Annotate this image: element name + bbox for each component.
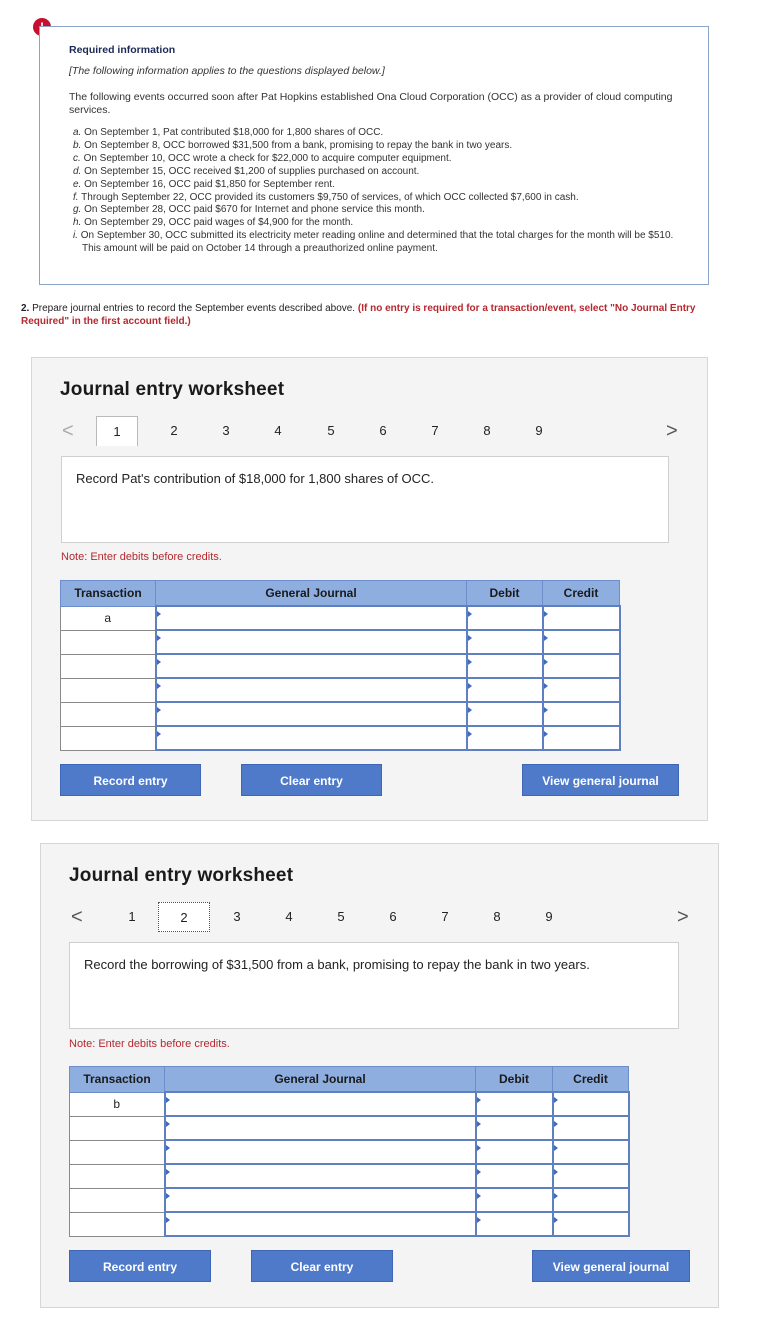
event-item: h. On September 29, OCC paid wages of $4,900 for the month. bbox=[73, 217, 354, 229]
journal-worksheet-1 bbox=[31, 357, 708, 821]
event-item: c. On September 10, OCC wrote a check for $22,000 to acquire computer equipment. bbox=[73, 152, 452, 164]
tab-8[interactable]: 8 bbox=[493, 909, 501, 924]
table-row bbox=[61, 654, 620, 678]
account-input[interactable] bbox=[156, 654, 467, 678]
table-row bbox=[61, 630, 620, 654]
credit-input[interactable] bbox=[543, 702, 620, 726]
debit-input[interactable] bbox=[467, 654, 543, 678]
transaction-cell: a bbox=[61, 606, 156, 630]
account-input[interactable] bbox=[165, 1212, 476, 1236]
transaction-cell bbox=[61, 702, 156, 726]
account-input[interactable] bbox=[165, 1092, 476, 1116]
note-text: Note: Enter debits before credits. bbox=[69, 1038, 230, 1050]
table-row bbox=[61, 702, 620, 726]
info-title: Required information bbox=[69, 44, 176, 56]
view-general-journal-button[interactable]: View general journal bbox=[522, 764, 679, 796]
tab-1[interactable]: 1 bbox=[96, 416, 138, 446]
info-subtitle: [The following information applies to the questions displayed below.] bbox=[69, 65, 385, 77]
account-input[interactable] bbox=[156, 702, 467, 726]
table-row bbox=[70, 1116, 629, 1140]
account-input[interactable] bbox=[165, 1164, 476, 1188]
transaction-cell bbox=[61, 726, 156, 750]
transaction-cell bbox=[70, 1116, 165, 1140]
debit-header: Debit bbox=[467, 581, 543, 607]
tab-5[interactable]: 5 bbox=[337, 909, 345, 924]
transaction-cell bbox=[70, 1188, 165, 1212]
tab-9[interactable]: 9 bbox=[545, 909, 553, 924]
debit-input[interactable] bbox=[476, 1092, 553, 1116]
table-row bbox=[70, 1188, 629, 1212]
table-row bbox=[61, 726, 620, 750]
next-arrow-icon[interactable]: > bbox=[666, 420, 678, 442]
account-input[interactable] bbox=[165, 1116, 476, 1140]
tab-2[interactable]: 2 bbox=[170, 423, 178, 438]
credit-input[interactable] bbox=[543, 678, 620, 702]
prompt-text: Record the borrowing of $31,500 from a bank, promising to repay the bank in two years. bbox=[84, 957, 590, 972]
credit-input[interactable] bbox=[553, 1212, 629, 1236]
required-information-box bbox=[39, 26, 709, 285]
account-input[interactable] bbox=[156, 726, 467, 750]
general-journal-header: General Journal bbox=[165, 1067, 476, 1093]
credit-input[interactable] bbox=[553, 1188, 629, 1212]
tab-4[interactable]: 4 bbox=[274, 423, 282, 438]
credit-input[interactable] bbox=[543, 726, 620, 750]
event-item: a. On September 1, Pat contributed $18,000 for 1,800 shares of OCC. bbox=[73, 127, 384, 138]
debit-input[interactable] bbox=[476, 1212, 553, 1236]
table-row bbox=[70, 1140, 629, 1164]
info-intro: The following events occurred soon after Pat Hopkins established Ona Cloud Corporation (OCC) as a provider of cloud computing services. bbox=[69, 91, 673, 116]
event-item: g. On September 28, OCC paid $670 for Internet and phone service this month. bbox=[73, 204, 425, 216]
credit-input[interactable] bbox=[553, 1140, 629, 1164]
record-entry-button[interactable]: Record entry bbox=[60, 764, 201, 796]
journal-table bbox=[60, 580, 621, 751]
debit-input[interactable] bbox=[467, 678, 543, 702]
table-row bbox=[61, 606, 620, 630]
tab-6[interactable]: 6 bbox=[389, 909, 397, 924]
account-input[interactable] bbox=[156, 678, 467, 702]
debit-input[interactable] bbox=[476, 1164, 553, 1188]
question-text: 2. Prepare journal entries to record the September events described above. (If no entry is required for a transaction/event, select "No Journal Entry Required" in the first account field.) bbox=[21, 303, 696, 327]
tab-7[interactable]: 7 bbox=[431, 423, 439, 438]
account-input[interactable] bbox=[165, 1140, 476, 1164]
debit-input[interactable] bbox=[467, 630, 543, 654]
debit-input[interactable] bbox=[467, 606, 543, 630]
prev-arrow-icon[interactable]: < bbox=[62, 420, 74, 442]
event-item: b. On September 8, OCC borrowed $31,500 from a bank, promising to repay the bank in two years. bbox=[73, 139, 513, 151]
view-general-journal-button[interactable]: View general journal bbox=[532, 1250, 690, 1282]
credit-input[interactable] bbox=[553, 1164, 629, 1188]
transaction-cell bbox=[70, 1140, 165, 1164]
table-row bbox=[70, 1212, 629, 1236]
transaction-cell bbox=[61, 654, 156, 678]
transaction-cell bbox=[70, 1212, 165, 1236]
table-row bbox=[70, 1164, 629, 1188]
clear-entry-button[interactable]: Clear entry bbox=[251, 1250, 393, 1282]
credit-input[interactable] bbox=[543, 630, 620, 654]
tab-4[interactable]: 4 bbox=[285, 909, 293, 924]
prompt-box bbox=[61, 456, 669, 543]
table-row bbox=[70, 1092, 629, 1116]
table-row bbox=[61, 678, 620, 702]
transaction-cell bbox=[61, 678, 156, 702]
transaction-cell: b bbox=[70, 1092, 165, 1116]
credit-input[interactable] bbox=[553, 1092, 629, 1116]
credit-header: Credit bbox=[553, 1067, 629, 1093]
tab-7[interactable]: 7 bbox=[441, 909, 449, 924]
general-journal-header: General Journal bbox=[156, 581, 467, 607]
event-item: e. On September 16, OCC paid $1,850 for September rent. bbox=[73, 178, 335, 190]
transaction-header: Transaction bbox=[70, 1067, 165, 1093]
debit-input[interactable] bbox=[476, 1140, 553, 1164]
tab-9[interactable]: 9 bbox=[535, 423, 543, 438]
transaction-header: Transaction bbox=[61, 581, 156, 607]
tab-1[interactable]: 1 bbox=[128, 909, 136, 924]
worksheet-title: Journal entry worksheet bbox=[69, 865, 294, 886]
prev-arrow-icon[interactable]: < bbox=[71, 906, 83, 928]
journal-table bbox=[69, 1066, 630, 1237]
events-list bbox=[73, 127, 693, 256]
debit-input[interactable] bbox=[467, 726, 543, 750]
worksheet-tabs bbox=[112, 902, 582, 932]
tab-6[interactable]: 6 bbox=[379, 423, 387, 438]
tab-5[interactable]: 5 bbox=[327, 423, 335, 438]
tab-8[interactable]: 8 bbox=[483, 423, 491, 438]
worksheet-title: Journal entry worksheet bbox=[60, 379, 285, 400]
transaction-cell bbox=[61, 630, 156, 654]
debit-header: Debit bbox=[476, 1067, 553, 1093]
next-arrow-icon[interactable]: > bbox=[677, 906, 689, 928]
tab-3[interactable]: 3 bbox=[222, 423, 230, 438]
note-text: Note: Enter debits before credits. bbox=[61, 551, 222, 563]
credit-input[interactable] bbox=[553, 1116, 629, 1140]
tab-3[interactable]: 3 bbox=[233, 909, 241, 924]
account-input[interactable] bbox=[156, 606, 467, 630]
worksheet-tabs bbox=[94, 416, 564, 446]
debit-input[interactable] bbox=[476, 1116, 553, 1140]
credit-input[interactable] bbox=[543, 654, 620, 678]
journal-worksheet-2 bbox=[40, 843, 719, 1308]
account-input[interactable] bbox=[156, 630, 467, 654]
prompt-box bbox=[69, 942, 679, 1029]
event-item: i. On September 30, OCC submitted its electricity meter reading online and determined that the total charges for the month will be $510. This amount will be paid on October 14 through a preauthorized online payment. bbox=[73, 230, 674, 255]
prompt-text: Record Pat's contribution of $18,000 for 1,800 shares of OCC. bbox=[76, 471, 435, 486]
tab-2[interactable]: 2 bbox=[158, 902, 210, 932]
event-item: d. On September 15, OCC received $1,200 of supplies purchased on account. bbox=[73, 165, 420, 177]
record-entry-button[interactable]: Record entry bbox=[69, 1250, 211, 1282]
clear-entry-button[interactable]: Clear entry bbox=[241, 764, 382, 796]
account-input[interactable] bbox=[165, 1188, 476, 1212]
credit-input[interactable] bbox=[543, 606, 620, 630]
event-item: f. Through September 22, OCC provided its customers $9,750 of services, of which OCC collected $7,600 in cash. bbox=[73, 191, 579, 203]
transaction-cell bbox=[70, 1164, 165, 1188]
debit-input[interactable] bbox=[467, 702, 543, 726]
credit-header: Credit bbox=[543, 581, 620, 607]
debit-input[interactable] bbox=[476, 1188, 553, 1212]
